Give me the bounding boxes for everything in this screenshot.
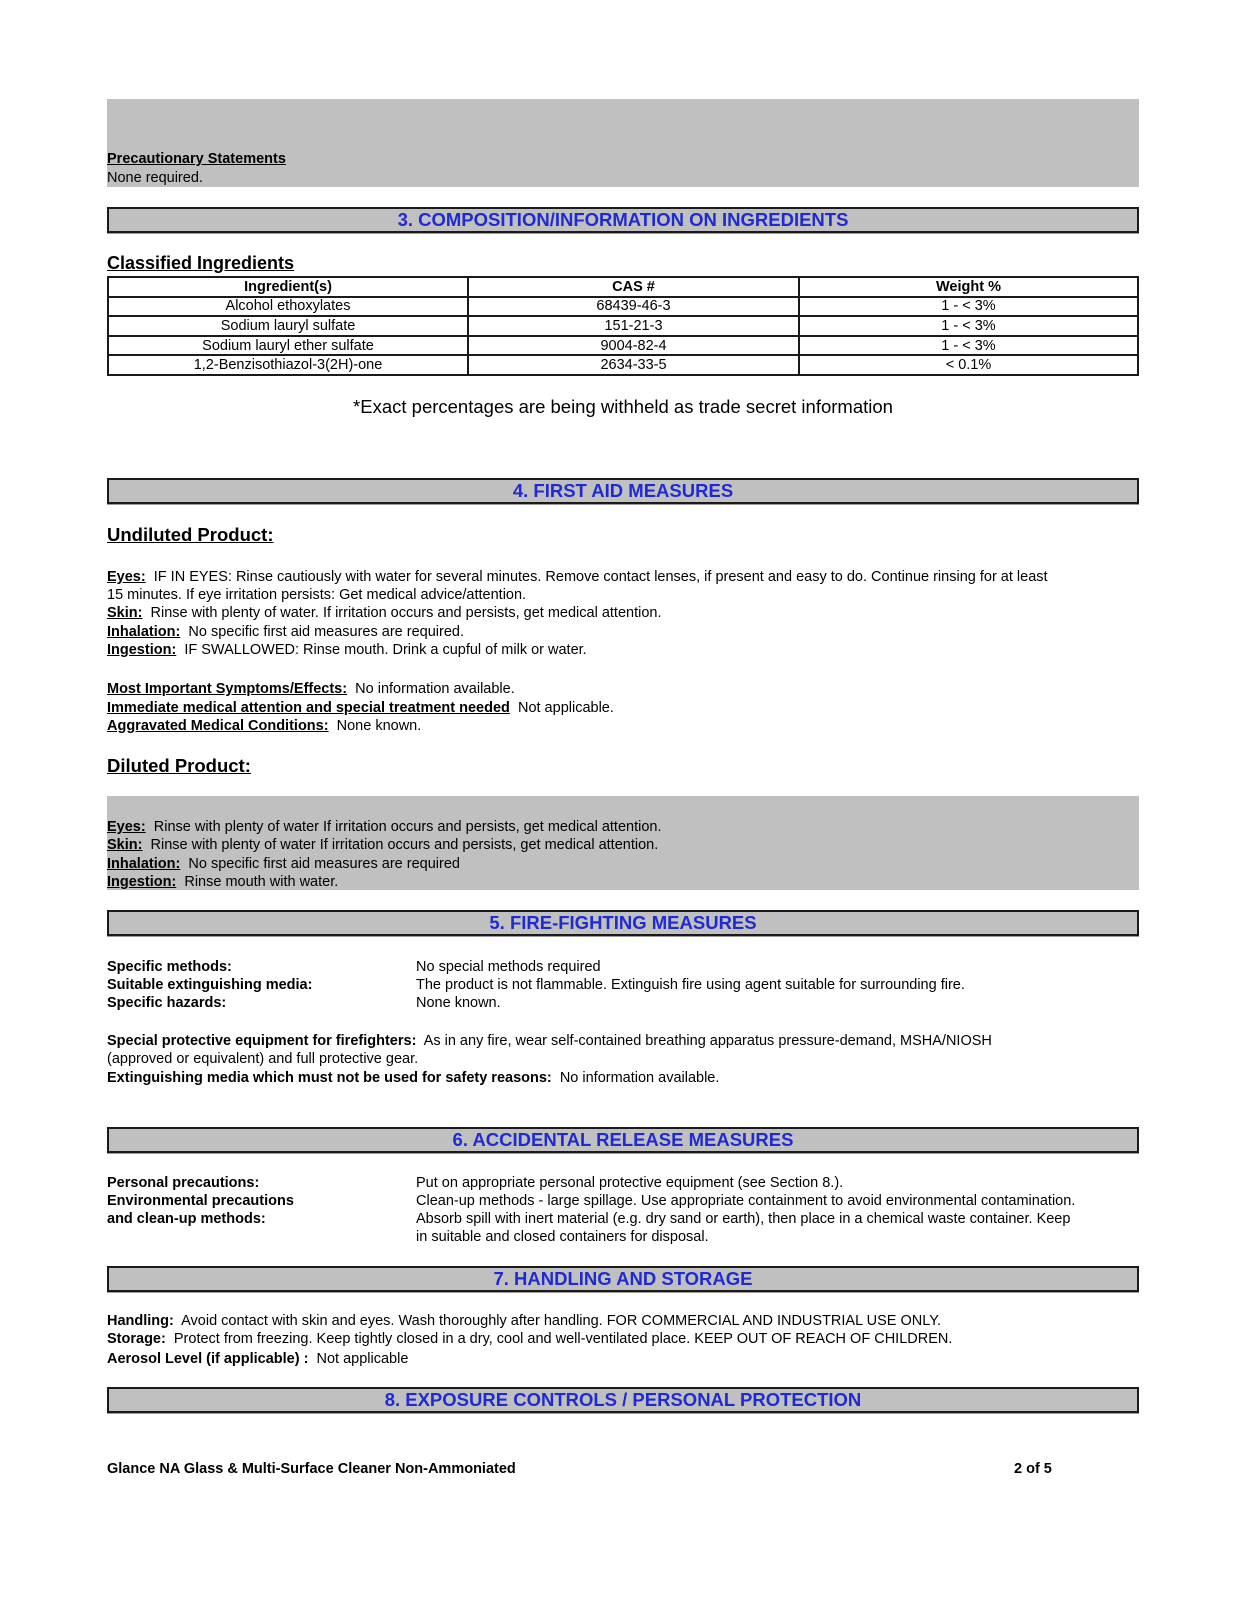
cas-number: 2634-33-5 [468, 355, 799, 375]
aerosol-level-row: Aerosol Level (if applicable) : Not applicable [107, 1351, 409, 1367]
table-header-row [108, 277, 1138, 297]
section-5-header: 5. FIRE-FIGHTING MEASURES [107, 910, 1139, 936]
cleanup-methods-value-cont: in suitable and closed containers for disposal. [416, 1229, 709, 1245]
table-row [108, 297, 1138, 317]
section-3-header: 3. COMPOSITION/INFORMATION ON INGREDIENTS [107, 207, 1139, 233]
extinguishing-media-value: The product is not flammable. Extinguish fire using agent suitable for surrounding fire. [416, 977, 965, 993]
aggravated-medical-conditions: Aggravated Medical Conditions: None known. [107, 718, 422, 734]
weight-percent: 1 - < 3% [799, 297, 1138, 317]
diluted-inhalation: Inhalation: No specific first aid measures are required [107, 856, 460, 872]
weight-percent: 1 - < 3% [799, 336, 1138, 356]
diluted-ingestion: Ingestion: Rinse mouth with water. [107, 874, 339, 890]
classified-ingredients-heading: Classified Ingredients [107, 253, 295, 273]
cleanup-methods-value: Absorb spill with inert material (e.g. dry sand or earth), then place in a chemical waste container. Keep [416, 1211, 1071, 1227]
specific-methods-value: No special methods required [416, 959, 601, 975]
trade-secret-note: *Exact percentages are being withheld as trade secret information [353, 396, 893, 417]
table-row [108, 336, 1138, 356]
weight-percent: 1 - < 3% [799, 316, 1138, 336]
personal-precautions-value: Put on appropriate personal protective equipment (see Section 8.). [416, 1175, 844, 1191]
environmental-precautions-label: Environmental precautions [107, 1193, 294, 1209]
specific-methods-label: Specific methods: [107, 959, 232, 975]
footer-product-name: Glance NA Glass & Multi-Surface Cleaner Non-Ammoniated [107, 1461, 516, 1477]
precautionary-heading: Precautionary Statements [107, 151, 286, 167]
specific-hazards-label: Specific hazards: [107, 995, 227, 1011]
table-row [108, 316, 1138, 336]
col-header-ingredient: Ingredient(s) [108, 277, 468, 297]
ingredient-name: Alcohol ethoxylates [108, 297, 468, 317]
ingredients-table [107, 276, 1139, 376]
precautionary-value: None required. [107, 170, 203, 186]
ingredient-name: 1,2-Benzisothiazol-3(2H)-one [108, 355, 468, 375]
first-aid-ingestion: Ingestion: IF SWALLOWED: Rinse mouth. Drink a cupful of milk or water. [107, 642, 587, 658]
environmental-precautions-value: Clean-up methods - large spillage. Use appropriate containment to avoid environmental contamination. [416, 1193, 1076, 1209]
specific-hazards-value: None known. [416, 995, 501, 1011]
section-7-header: 7. HANDLING AND STORAGE [107, 1266, 1139, 1292]
diluted-product-heading: Diluted Product: [107, 755, 251, 776]
weight-percent: < 0.1% [799, 355, 1138, 375]
ingredient-name: Sodium lauryl sulfate [108, 316, 468, 336]
table-row [108, 355, 1138, 375]
col-header-weight: Weight % [799, 277, 1138, 297]
ingredient-name: Sodium lauryl ether sulfate [108, 336, 468, 356]
first-aid-inhalation: Inhalation: No specific first aid measures are required. [107, 624, 464, 640]
section-6-header: 6. ACCIDENTAL RELEASE MEASURES [107, 1127, 1139, 1153]
section-8-header: 8. EXPOSURE CONTROLS / PERSONAL PROTECTION [107, 1387, 1139, 1413]
first-aid-eyes-cont: 15 minutes. If eye irritation persists: Get medical advice/attention. [107, 587, 527, 603]
cleanup-methods-label: and clean-up methods: [107, 1211, 266, 1227]
media-not-to-use: Extinguishing media which must not be used for safety reasons: No information available. [107, 1070, 720, 1086]
first-aid-eyes: Eyes: IF IN EYES: Rinse cautiously with water for several minutes. Remove contact lenses, if present and easy to do. Continue rinsing for at least [107, 569, 1048, 585]
cas-number: 151-21-3 [468, 316, 799, 336]
section-4-header: 4. FIRST AID MEASURES [107, 478, 1139, 504]
first-aid-skin: Skin: Rinse with plenty of water. If irritation occurs and persists, get medical attention. [107, 605, 662, 621]
col-header-cas: CAS # [468, 277, 799, 297]
firefighter-ppe-cont: (approved or equivalent) and full protective gear. [107, 1051, 419, 1067]
immediate-medical-attention: Immediate medical attention and special treatment needed Not applicable. [107, 700, 614, 716]
cas-number: 9004-82-4 [468, 336, 799, 356]
extinguishing-media-label: Suitable extinguishing media: [107, 977, 313, 993]
diluted-skin: Skin: Rinse with plenty of water If irritation occurs and persists, get medical attention. [107, 837, 659, 853]
storage-row: Storage: Protect from freezing. Keep tightly closed in a dry, cool and well-ventilated place. KEEP OUT OF REACH OF CHILDREN. [107, 1331, 953, 1347]
most-important-symptoms: Most Important Symptoms/Effects: No information available. [107, 681, 515, 697]
precautionary-block [107, 99, 1139, 187]
personal-precautions-label: Personal precautions: [107, 1175, 260, 1191]
firefighter-ppe: Special protective equipment for firefighters: As in any fire, wear self-contained breathing apparatus pressure-demand, MSHA/NIOSH [107, 1033, 992, 1049]
handling-row: Handling: Avoid contact with skin and eyes. Wash thoroughly after handling. FOR COMMERCIAL AND INDUSTRIAL USE ONLY. [107, 1313, 942, 1329]
cas-number: 68439-46-3 [468, 297, 799, 317]
diluted-eyes: Eyes: Rinse with plenty of water If irritation occurs and persists, get medical attention. [107, 819, 662, 835]
footer-page-number: 2 of 5 [1014, 1461, 1052, 1477]
undiluted-product-heading: Undiluted Product: [107, 524, 274, 545]
